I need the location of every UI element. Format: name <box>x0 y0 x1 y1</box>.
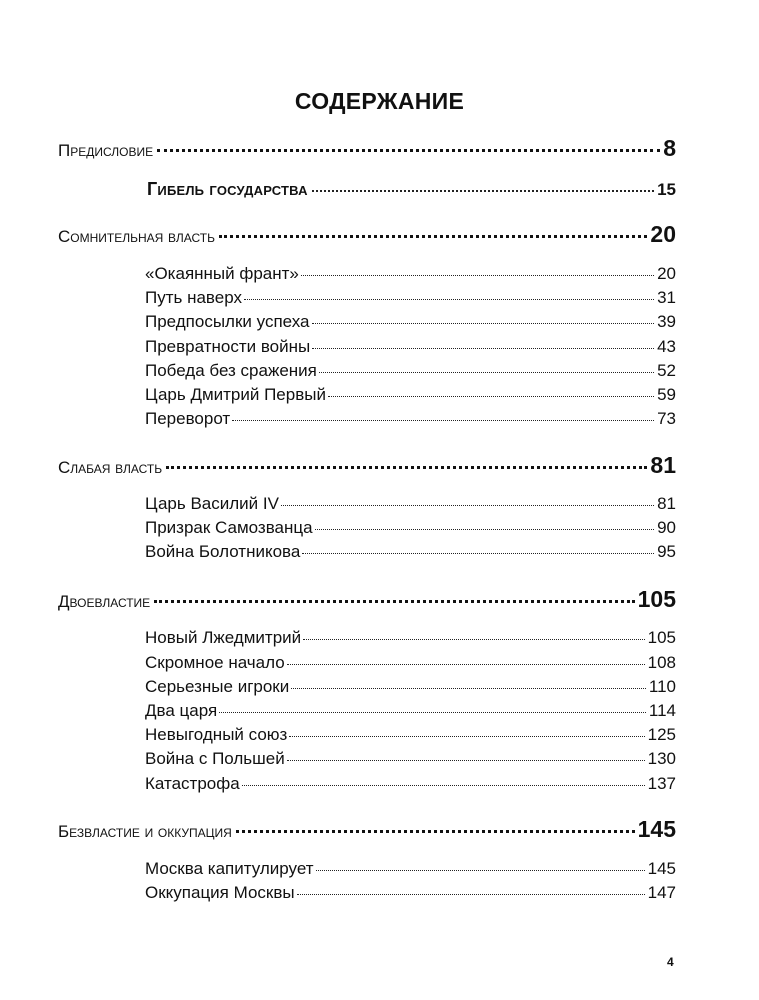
toc-entry-section[interactable] <box>145 361 676 385</box>
toc-entry-section[interactable] <box>145 653 676 677</box>
entry-page: 31 <box>657 288 676 307</box>
leader-dots <box>289 736 644 737</box>
entry-label: Гибель государства <box>147 179 308 199</box>
entry-page: 52 <box>657 361 676 380</box>
toc-entry-chapter[interactable] <box>58 221 676 249</box>
entry-label: Переворот <box>145 409 231 428</box>
entry-label: Невыгодный союз <box>145 725 288 744</box>
entry-label: Слабая власть <box>58 458 163 477</box>
toc-entry-section[interactable] <box>145 701 676 725</box>
leader-dots <box>287 760 645 761</box>
leader-dots <box>303 639 644 640</box>
leader-dots <box>302 553 654 554</box>
entry-page: 39 <box>657 312 676 331</box>
entry-page: 15 <box>657 180 676 199</box>
page-number: 4 <box>667 955 674 969</box>
entry-page: 145 <box>647 859 676 878</box>
toc-entry-preface[interactable] <box>58 135 676 163</box>
entry-page: 137 <box>647 774 676 793</box>
entry-page: 90 <box>657 518 676 537</box>
toc-entry-part[interactable] <box>147 179 676 203</box>
leader-dots <box>297 894 645 895</box>
toc-entry-chapter[interactable] <box>58 452 676 480</box>
leader-dots <box>154 600 634 603</box>
entry-label: Два царя <box>145 701 218 720</box>
entry-label: Превратности войны <box>145 337 311 356</box>
leader-dots <box>316 870 645 871</box>
leader-dots <box>281 505 654 506</box>
entry-page: 20 <box>650 221 676 247</box>
leader-dots <box>157 149 660 152</box>
entry-page: 125 <box>647 725 676 744</box>
toc-entry-section[interactable] <box>145 494 676 518</box>
entry-page: 114 <box>648 701 676 720</box>
toc-entry-section[interactable] <box>145 725 676 749</box>
toc-entry-section[interactable] <box>145 883 676 907</box>
entry-page: 95 <box>657 542 676 561</box>
toc-entry-section[interactable] <box>145 518 676 542</box>
leader-dots <box>219 712 646 713</box>
entry-label: Предпосылки успеха <box>145 312 310 331</box>
toc-entry-section[interactable] <box>145 859 676 883</box>
leader-dots <box>232 420 654 421</box>
entry-page: 110 <box>648 677 676 696</box>
entry-page: 147 <box>647 883 676 902</box>
leader-dots <box>328 396 654 397</box>
entry-label: Война Болотникова <box>145 542 301 561</box>
leader-dots <box>319 372 654 373</box>
entry-page: 81 <box>650 452 676 478</box>
toc-entry-section[interactable] <box>145 337 676 361</box>
entry-page: 8 <box>663 135 676 161</box>
entry-label: Скромное начало <box>145 653 285 672</box>
toc-entry-section[interactable] <box>145 264 676 288</box>
leader-dots <box>236 830 635 833</box>
entry-page: 81 <box>657 494 676 513</box>
entry-page: 130 <box>647 749 676 768</box>
toc-entry-section[interactable] <box>145 677 676 701</box>
toc-entry-chapter[interactable] <box>58 816 676 844</box>
entry-page: 20 <box>657 264 676 283</box>
entry-label: Катастрофа <box>145 774 240 793</box>
leader-dots <box>301 275 654 276</box>
entry-label: Предисловие <box>58 141 154 160</box>
entry-page: 105 <box>637 586 676 612</box>
toc-title: СОДЕРЖАНИЕ <box>294 88 465 114</box>
entry-label: Серьезные игроки <box>145 677 290 696</box>
leader-dots <box>312 323 655 324</box>
leader-dots <box>312 190 654 192</box>
leader-dots <box>287 664 645 665</box>
entry-label: Путь наверх <box>145 288 242 307</box>
entry-label: Новый Лжедмитрий <box>145 628 302 647</box>
entry-page: 43 <box>657 337 676 356</box>
entry-page: 105 <box>647 628 676 647</box>
entry-page: 59 <box>657 385 676 404</box>
toc-entry-section[interactable] <box>145 749 676 773</box>
entry-page: 108 <box>647 653 676 672</box>
entry-page: 145 <box>637 816 676 842</box>
toc-entry-section[interactable] <box>145 409 676 433</box>
leader-dots <box>242 785 645 786</box>
leader-dots <box>315 529 655 530</box>
entry-label: Оккупация Москвы <box>145 883 295 902</box>
toc-entry-section[interactable] <box>145 774 676 798</box>
toc-entry-section[interactable] <box>145 312 676 336</box>
toc-entry-section[interactable] <box>145 385 676 409</box>
entry-label: Двоевластие <box>58 592 151 611</box>
toc-entry-section[interactable] <box>145 288 676 312</box>
entry-page: 73 <box>657 409 676 428</box>
toc-entry-chapter[interactable] <box>58 586 676 614</box>
leader-dots <box>291 688 646 689</box>
leader-dots <box>244 299 654 300</box>
entry-label: Безвластие и оккупация <box>58 822 232 841</box>
leader-dots <box>219 235 647 238</box>
leader-dots <box>166 466 647 469</box>
leader-dots <box>312 348 654 349</box>
entry-label: Война с Польшей <box>145 749 285 768</box>
entry-label: «Окаянный франт» <box>145 264 299 283</box>
entry-label: Призрак Самозванца <box>145 518 313 537</box>
entry-label: Царь Василий IV <box>145 494 279 513</box>
entry-label: Победа без сражения <box>145 361 317 380</box>
entry-label: Москва капитулирует <box>145 859 314 878</box>
toc-entry-section[interactable] <box>145 628 676 652</box>
entry-label: Сомнительная власть <box>58 227 215 246</box>
toc-entry-section[interactable] <box>145 542 676 566</box>
entry-label: Царь Дмитрий Первый <box>145 385 326 404</box>
